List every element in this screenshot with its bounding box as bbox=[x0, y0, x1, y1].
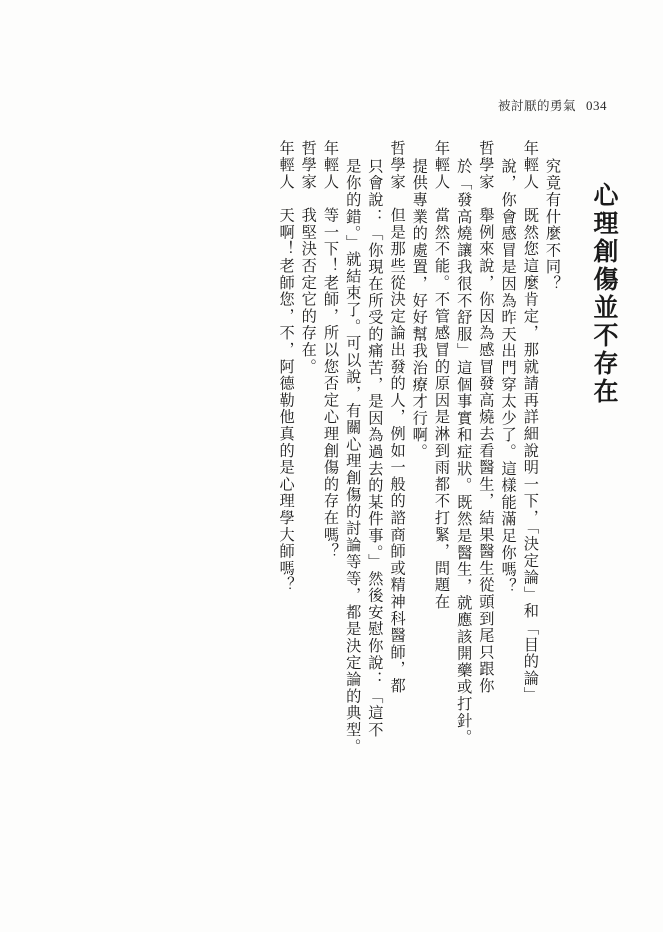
text-column: 只會說：「你現在所受的痛苦，是因為過去的某件事。」然後安慰你說：「這不 bbox=[366, 158, 385, 739]
section-title: 心理創傷並不存在 bbox=[590, 182, 619, 406]
running-header bbox=[498, 96, 607, 114]
text-column: 年輕人 當然不能。不管感冒的原因是淋到雨都不打緊，問題在 bbox=[432, 140, 451, 611]
text-column: 年輕人 天啊！老師您，不，阿德勒他真的是心理學大師嗎？ bbox=[277, 140, 296, 594]
header-book-title: 被討厭的勇氣 bbox=[497, 98, 576, 113]
text-column: 哲學家 舉例來說，你因為感冒發高燒去看醫生，結果醫生從頭到尾只跟你 bbox=[477, 140, 496, 695]
text-column: 究竟有什麼不同？ bbox=[544, 158, 562, 293]
page-number: 034 bbox=[586, 98, 607, 113]
text-column: 哲學家 但是那些從決定論出發的人，例如一般的諮商師或精神科醫師，都 bbox=[388, 140, 407, 695]
vertical-text-body bbox=[44, 140, 619, 870]
title-spacer bbox=[560, 140, 574, 870]
text-column: 說，你會感冒是因為昨天出門穿太少了。這樣能滿足你嗎？ bbox=[499, 158, 518, 595]
text-column: 年輕人 等一下！老師，所以您否定心理創傷的存在嗎？ bbox=[321, 140, 340, 560]
text-column: 提供專業的處置，好好幫我治療才行啊。 bbox=[410, 158, 429, 461]
text-column: 於「發高燒讓我很不舒服」這個事實和症狀。既然是醫生，就應該開藥或打針。 bbox=[455, 158, 474, 746]
text-column: 年輕人 既然您這麼肯定，那就請再詳細說明一下，「決定論」和「目的論」 bbox=[521, 140, 540, 704]
text-column: 是你的錯。」就結束了。可以說，有關心理創傷的討論等等，都是決定論的典型。 bbox=[344, 158, 363, 756]
text-column: 哲學家 我堅決否定它的存在。 bbox=[299, 140, 318, 376]
